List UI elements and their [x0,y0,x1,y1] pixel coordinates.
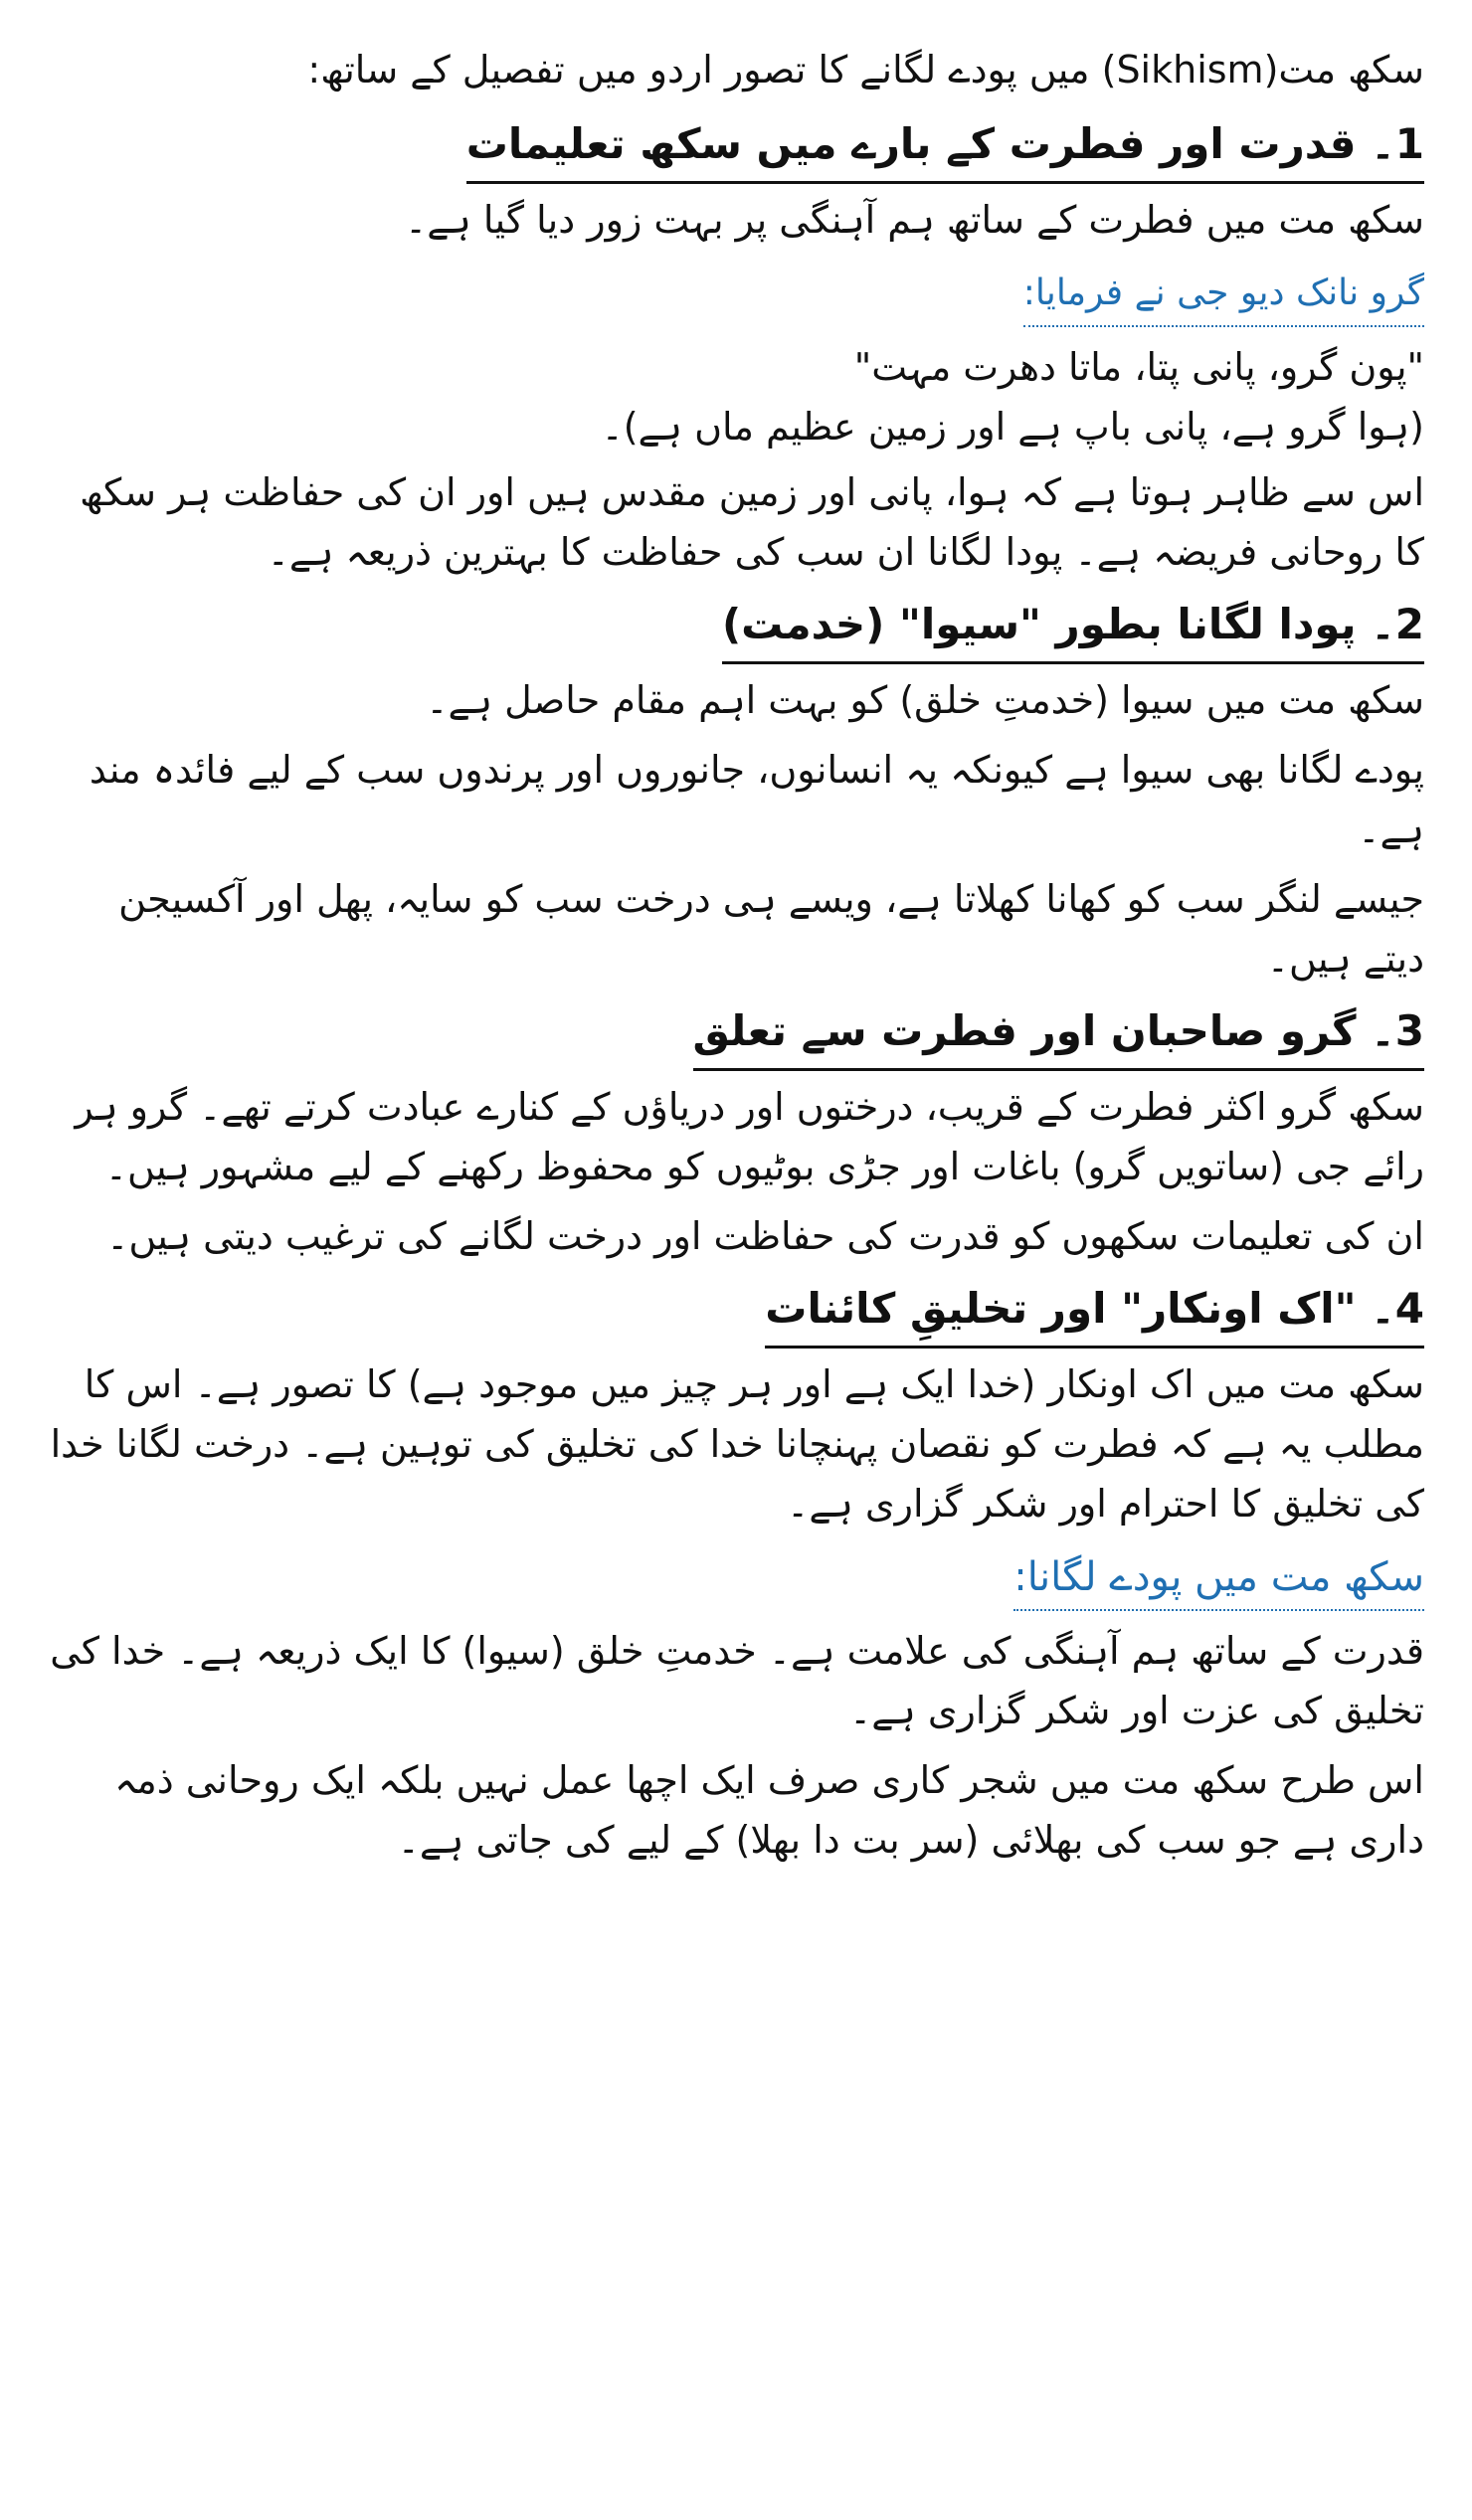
section-3-paragraph-2: ان کی تعلیمات سکھوں کو قدرت کی حفاظت اور درخت لگانے کی ترغیب دیتی ہیں۔ [106,1214,1424,1258]
summary-paragraph-2: اس طرح سکھ مت میں شجر کاری صرف ایک اچھا عمل نہیں بلکہ ایک روحانی ذمہ داری ہے جو سب کی بھلائی (سر بت دا بھلا) کے لیے کی جاتی ہے۔ [114,1758,1424,1862]
section-4-heading [48,1276,1424,1349]
section-2-paragraph-2: پودے لگانا بھی سیوا ہے کیونکہ یہ انسانوں، جانوروں اور پرندوں سب کے لیے فائدہ مند ہے۔ [89,748,1424,851]
section-1-heading-text: 1۔ قدرت اور فطرت کے بارے میں سکھ تعلیمات [466,111,1424,184]
section-1-subheading-text: گرو نانک دیو جی نے فرمایا: [1023,264,1424,327]
summary-subheading [48,1547,1424,1611]
section-4-heading-text: 4۔ "اک اونکار" اور تخلیقِ کائنات [765,1276,1424,1349]
section-2-paragraph-3: جیسے لنگر سب کو کھانا کھلاتا ہے، ویسے ہی درخت سب کو سایہ، پھل اور آکسیجن دیتے ہیں۔ [118,877,1424,981]
summary-subheading-text: سکھ مت میں پودے لگانا: [1013,1547,1424,1611]
section-1-quote-translation: (ہوا گرو ہے، پانی باپ ہے اور زمین عظیم ماں ہے)۔ [601,405,1424,449]
intro-line: سکھ مت(Sikhism) میں پودے لگانے کا تصور اردو میں تفصیل کے ساتھ: [307,48,1424,91]
section-1-quote: "پون گرو، پانی پتا، ماتا دھرت مہت" [853,345,1424,389]
section-3-paragraph-1: سکھ گرو اکثر فطرت کے قریب، درختوں اور دریاؤں کے کنارے عبادت کرتے تھے۔ گرو ہر رائے جی (ساتویں گرو) باغات اور جڑی بوٹیوں کو محفوظ رکھنے کے لیے مشہور ہیں۔ [75,1085,1424,1188]
section-2-heading-text: 2۔ پودا لگانا بطور "سیوا" (خدمت) [722,592,1424,664]
section-1-paragraph-2: اس سے ظاہر ہوتا ہے کہ ہوا، پانی اور زمین مقدس ہیں اور ان کی حفاظت ہر سکھ کا روحانی فریضہ ہے۔ پودا لگانا ان سب کی حفاظت کا بہترین ذریعہ ہے۔ [80,470,1424,574]
section-4-paragraph-1: سکھ مت میں اک اونکار (خدا ایک ہے اور ہر چیز میں موجود ہے) کا تصور ہے۔ اس کا مطلب یہ ہے کہ فطرت کو نقصان پہنچانا خدا کی تخلیق کی توہین ہے۔ درخت لگانا خدا کی تخلیق کا احترام اور شکر گزاری ہے۔ [50,1362,1424,1526]
section-2-paragraph-1: سکھ مت میں سیوا (خدمتِ خلق) کو بہت اہم مقام حاصل ہے۔ [426,678,1424,722]
section-1-paragraph-1: سکھ مت میں فطرت کے ساتھ ہم آہنگی پر بہت زور دیا گیا ہے۔ [405,198,1424,242]
summary-paragraph-1: قدرت کے ساتھ ہم آہنگی کی علامت ہے۔ خدمتِ خلق (سیوا) کا ایک ذریعہ ہے۔ خدا کی تخلیق کی عزت اور شکر گزاری ہے۔ [50,1629,1424,1732]
section-2-heading [48,592,1424,664]
section-1-subheading [48,264,1424,327]
section-1-heading [48,111,1424,184]
section-3-heading [48,998,1424,1071]
section-3-heading-text: 3۔ گرو صاحبان اور فطرت سے تعلق [693,998,1424,1071]
